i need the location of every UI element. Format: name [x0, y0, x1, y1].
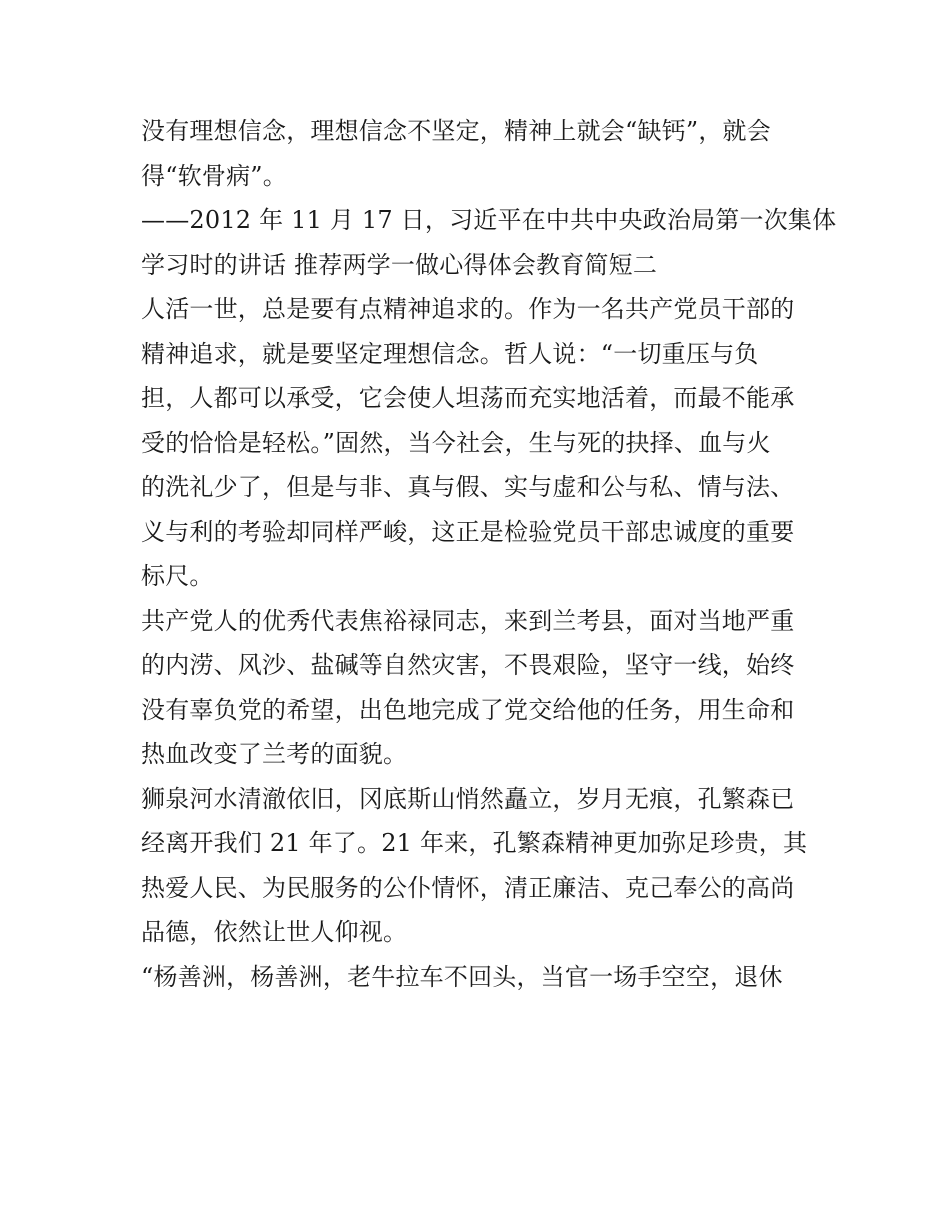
text-line: 的内涝、风沙、盐碱等自然灾害，不畏艰险，坚守一线，始终 — [141, 651, 795, 679]
text-line: 标尺。 — [141, 562, 214, 590]
text-line: 经离开我们 21 年了。21 年来，孔繁森精神更加弥足珍贵，其 — [141, 829, 808, 857]
text-line: 没有理想信念，理想信念不坚定，精神上就会“缺钙”，就会 — [141, 117, 771, 145]
text-line: 义与利的考验却同样严峻，这正是检验党员干部忠诚度的重要 — [141, 517, 795, 546]
text-line: 受的恰恰是轻松。”固然，当今社会，生与死的抉择、血与火 — [141, 428, 771, 457]
text-line: 品德，依然让世人仰视。 — [141, 918, 408, 946]
text-line: 热爱人民、为民服务的公仆情怀，清正廉洁、克己奉公的高尚 — [141, 873, 795, 902]
text-line: 共产党人的优秀代表焦裕禄同志，来到兰考县，面对当地严重 — [141, 606, 795, 635]
text-line: 热血改变了兰考的面貌。 — [141, 740, 408, 768]
text-line: ——2012 年 11 月 17 日，习近平在中共中央政治局第一次集体 — [141, 206, 837, 234]
text-line: 没有辜负党的希望，出色地完成了党交给他的任务，用生命和 — [141, 695, 795, 724]
document-body — [141, 109, 837, 999]
text-line: 的洗礼少了，但是与非、真与假、实与虚和公与私、情与法、 — [141, 473, 795, 501]
text-line: 学习时的讲话 推荐两学一做心得体会教育简短二 — [141, 250, 658, 279]
text-line: “杨善洲，杨善洲，老牛拉车不回头，当官一场手空空，退休 — [141, 962, 783, 991]
text-line: 狮泉河水清澈依旧，冈底斯山悄然矗立，岁月无痕，孔繁森已 — [141, 784, 795, 813]
text-line: 精神追求，就是要坚定理想信念。哲人说：“一切重压与负 — [141, 339, 759, 368]
text-line: 担，人都可以承受，它会使人坦荡而充实地活着，而最不能承 — [141, 384, 795, 412]
text-line: 得“软骨病”。 — [141, 161, 287, 190]
text-line: 人活一世，总是要有点精神追求的。作为一名共产党员干部的 — [141, 295, 795, 323]
